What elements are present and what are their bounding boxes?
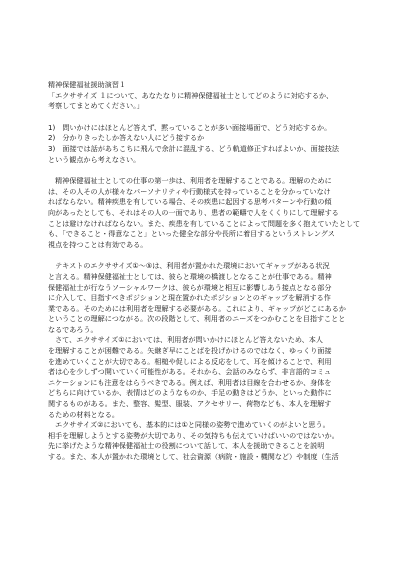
paragraph-line: 視点を持つことは有効である。 (48, 239, 148, 249)
spacer (48, 165, 366, 176)
paragraph-line: 先に挙げたような精神保健福祉士の役割について話して、本人を援助できることを説明 (48, 441, 325, 451)
paragraph (48, 261, 366, 335)
paragraph-line: も、「できること・得意なこと」といった健全な部分や長所に着目するというストレングス (48, 229, 335, 239)
paragraph-line: ニケーションにも注意をはらうべきである。例えば、利用者は目線を合わせるか、身体を (48, 377, 332, 387)
paragraph-line: さて、エクササイズ①においては、利用者が問いかけにほとんど答えないため、本人 (48, 335, 323, 345)
paragraph-line: 精神保健福祉士としての仕事の第一歩は、利用者を理解することである。理解のために (48, 176, 332, 186)
paragraph-line: ことは避けなければならない。また、疾患を有していることによって問題を多く抱えていたとして (48, 218, 361, 228)
paragraph-line: ればならない。精神疾患を有している場合、その疾患に起因する思考パターンや行動の傾 (48, 197, 332, 207)
paragraph (48, 176, 366, 250)
paragraph-line: 者は心を少しずつ開いていく可能性がある。それから、会話のみならず、非言語的コミュ (48, 367, 332, 377)
paragraph-line: 関するものがある。また、整容、髪型、服装、アクセサリー、荷物なども、本人を理解す (48, 399, 332, 409)
paragraph-line: るための材料となる。 (48, 409, 119, 419)
paragraph (48, 420, 366, 462)
prompt-line: 考察してまとめてください。」 (48, 101, 144, 111)
question-line: という観点から考えなさい。 (48, 154, 141, 164)
paragraph (48, 335, 366, 420)
paragraph-line: 保健福祉士が行なうソーシャルワークは、彼らが環境と相互に影響しあう接点となる部分 (48, 282, 332, 292)
paragraph-line: する。また、本人が置かれた環境として、社会資源（病院・施設・機関など）や制度（生活 (48, 452, 339, 461)
paragraph-line: は、その人その人が様々なパーソナリティや行動様式を持っていることを分かっていなけ (48, 186, 331, 196)
paragraph-line: どちらに向けているか、表情はどのようなものか、手足の動きはどうか、といった動作に (48, 388, 332, 398)
prompt-line: 「エクササイズ １について、あなたなりに精神保健福祉士としてどのように対応するか、 (48, 90, 334, 100)
question-line: 2) 分かりきったしか答えない人にどう接するか (48, 133, 205, 143)
paragraph-line: を理解することが困難である。矢継ぎ早にことばを投げかけるのではなく、ゆっくり面接 (48, 346, 332, 356)
question-line: 3) 面接では話があちこちに飛んで余計に混乱する、どう軌道修正すればよいか、面接技法 (48, 143, 340, 153)
question-line: 1) 問いかけにはほとんど答えず、黙っていることが多い面接場面で、どう対応するか。 (48, 122, 332, 132)
paragraph-line: と言える。精神保健福祉士としては、彼らと環境の橋渡しとなることが仕事である。精神 (48, 271, 332, 281)
paragraph-line: テキストのエクササイズ①〜⑤は、利用者が置かれた環境においてギャップがある状況 (48, 261, 330, 271)
paragraph-line: 向があったとしても、それはその人の一面であり、患者の範疇で人をくくりにして理解する (48, 207, 339, 217)
paragraph-line: 業である。そのためには利用者を理解する必要がある。これにより、ギャップがどこにあるか (48, 303, 346, 313)
paragraph-line: 相手を理解しようとする姿勢が大切であり、その気持ちも伝えていけばいいのではないか。 (48, 430, 339, 440)
paragraph-line: ということの理解につながる。次の段階として、利用者のニーズをつかむことを目指すことと (48, 314, 346, 324)
document-title: 精神保健福祉援助演習１ (48, 80, 127, 89)
paragraph-line: なるであろう。 (48, 324, 98, 334)
paragraph-line: エクササイズ②においても、基本的には①と同様の姿勢で進めていくのがよいと思う。 (48, 420, 330, 430)
spacer (48, 112, 366, 123)
paragraph-line: に介入して、目指すべきポジションと現在置かれたポジションとのギャップを解消する作 (48, 293, 331, 303)
spacer (48, 250, 366, 261)
paragraph-line: を進めていくことが大切である。相槌や促しによる反応をして、耳を傾けることで、利用 (48, 356, 332, 366)
